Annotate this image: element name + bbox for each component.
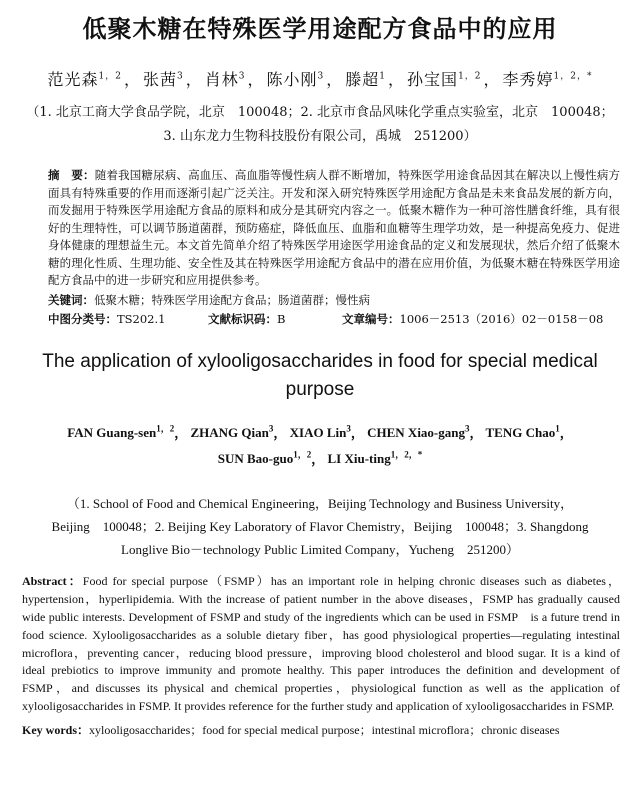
author: LI Xiu-ting$^{1,2,*}$ bbox=[327, 450, 423, 467]
chinese-affiliations bbox=[14, 101, 626, 149]
abstract-label: 摘 要： bbox=[48, 168, 95, 183]
document-code: B bbox=[277, 311, 286, 326]
author: CHEN Xiao-gang$^3$ bbox=[367, 423, 470, 441]
author: ZHANG Qian$^3$ bbox=[190, 423, 274, 441]
author: TENG Chao$^1$ bbox=[485, 423, 560, 441]
english-author-list bbox=[24, 418, 616, 471]
author: 陈小刚$^3$ bbox=[266, 70, 325, 90]
affiliation-line: 3. 山东龙力生物科技股份有限公司，禹城 251200） bbox=[163, 129, 477, 145]
author: 孙宝国$^{1,2}$ bbox=[407, 70, 482, 90]
author-line: SUN Bao-guo$^{1,2}$， LI Xiu-ting$^{1,2,*}$ bbox=[217, 450, 423, 467]
class-number: TS202.1 bbox=[117, 311, 166, 326]
article-number: 1006－2513（2016）02－0158－08 bbox=[399, 311, 604, 326]
affiliation-line: （1. 北京工商大学食品学院，北京 100048；2. 北京市食品风味化学重点实验室，北京 100048； bbox=[26, 105, 614, 121]
keywords-text: 低聚木糖；特殊医学用途配方食品；肠道菌群；慢性病 bbox=[94, 292, 370, 307]
author: XIAO Lin$^3$ bbox=[289, 423, 351, 441]
chinese-author-list: 范光森$^{1,2}$ ， 张茜$^3$ ， 肖林$^3$ ， 陈小刚$^3$ ， 滕超$^1$ ， 孙宝国$^{1,2}$ ， 李秀婷$^{1,2,*}$ bbox=[47, 70, 593, 90]
author: 肖林$^3$ bbox=[204, 70, 246, 90]
classification-row bbox=[48, 311, 620, 328]
abstract-text: Food for special purpose（FSMP）has an important role in helping chronic diseases such as diabetes，hypertension，hyperlipidemia. With the increase of patient number in the above diseases，FSMP has gradually caused wide public interests. Development of FSMP and study of the ingredients which can be used in FSMP is a future trend in food science. Xylooligosaccharides as a soluble dietary fiber，has good physiological properties—regulating intestinal microflora，preventing cancer，reducing blood pressure，improving blood cholesterol and blood sugar. It is a kind of ideal prebiotics to improve immunity and promote healthy. This paper introduces the definition and development of FSMP，and discusses its physical and chemical properties，physiological function as well as the application of xylooligosaccharides in FSMP. It provides reference for the further study and application of xylooligosaccharides in FSMP. bbox=[22, 574, 620, 714]
english-affiliations bbox=[14, 492, 626, 561]
keywords-label: Key words： bbox=[22, 722, 89, 737]
author: 李秀婷$^{1,2,*}$ bbox=[502, 70, 593, 90]
affiliation-line: （1. School of Food and Chemical Engineering，Beijing Technology and Business University， bbox=[66, 496, 574, 512]
author: FAN Guang-sen$^{1,2}$ bbox=[67, 423, 175, 441]
keywords-text: xylooligosaccharides；food for special medical purpose；intestinal microflora；chronic diseases bbox=[89, 722, 560, 737]
chinese-abstract bbox=[48, 167, 620, 290]
author: 滕超$^1$ bbox=[345, 70, 387, 90]
english-abstract bbox=[22, 573, 620, 715]
english-title: The application of xylooligosaccharides in food for special medical purpose bbox=[42, 350, 598, 400]
english-keywords bbox=[22, 722, 620, 739]
author: SUN Bao-guo$^{1,2}$ bbox=[217, 450, 312, 467]
author: 范光森$^{1,2}$ bbox=[47, 70, 122, 90]
chinese-title: 低聚木糖在特殊医学用途配方食品中的应用 bbox=[82, 15, 558, 43]
article-number-label: 文章编号： bbox=[342, 311, 400, 326]
affiliation-line: Longlive Bio－technology Public Limited Company，Yucheng 251200） bbox=[121, 542, 519, 558]
abstract-text: 随着我国糖尿病、高血压、高血脂等慢性病人群不断增加，特殊医学用途食品因其在解决以上慢性病方面具有特殊重要的作用而逐渐引起广泛关注。开发和深入研究特殊医学用途配方食品是未来食品发展的新方向，而发掘用于特殊医学用途配方食品的原料和成分是其研究内容之一。低聚木糖作为一种可溶性膳食纤维，具有很好的生理特性，可以调节肠道菌群，预防癌症，降低血压、血脂和血糖等生理学功效，是一种提高免疫力、促进身体健康的理想益生元。本文首先简单介绍了特殊医学用途医学用途食品的定义和发展现状，然后介绍了低聚木糖的理化性质、生理功能、安全性及其在特殊医学用途配方食品中的潜在应用价值，为低聚木糖在特殊医学用途配方食品中的进一步研究和应用提供参考。 bbox=[48, 168, 621, 288]
chinese-keywords bbox=[48, 292, 620, 309]
abstract-label: Abstract： bbox=[22, 574, 83, 589]
author-line: FAN Guang-sen$^{1,2}$， ZHANG Qian$^3$， XIAO Lin$^3$， CHEN Xiao-gang$^3$， TENG Chao$^1$， bbox=[67, 423, 573, 441]
document-code-label: 文献标识码： bbox=[208, 311, 277, 326]
class-number-label: 中图分类号： bbox=[48, 311, 117, 326]
author: 张茜$^3$ bbox=[142, 70, 184, 90]
keywords-label: 关键词： bbox=[48, 292, 94, 307]
affiliation-line: Beijing 100048；2. Beijing Key Laboratory of Flavor Chemistry，Beijing 100048；3. Shangdong bbox=[51, 519, 589, 535]
